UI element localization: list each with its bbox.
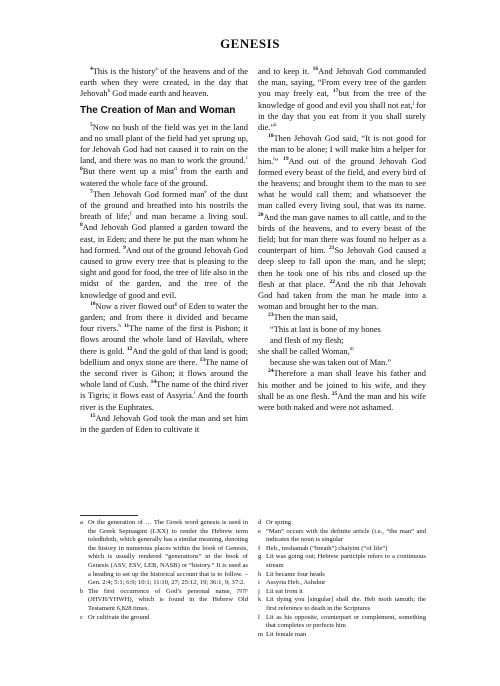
poem-line: because she was taken out of Man.” [270, 357, 392, 368]
footnote: a Or the generation of … The Greek word genesis is used in the Greek Septuagint (LXX) to render the Hebrew term toledhdoth, which generally has a similar meaning, denoting the history in numerous places within the book of Genesis, which is usually rendered “generations” in the book of Genesis (ASV, ESV, LEB, NASB) or “history.” It is used as a heading to set up the historical account that is to follow. – Gen. 2:4; 5:1; 6:9; 10:1; 11:10, 27; 25:12, 19; 36:1, 9; 37:2. [80, 519, 248, 587]
footnote: h Lit became four heads [258, 570, 325, 578]
page-title: GENESIS [220, 36, 280, 51]
section-heading: The Creation of Man and Woman [80, 104, 236, 116]
verse-23: $^{23}$Then the man said, [268, 312, 338, 323]
verse-4: $^4$This is the history$^a$ of the heavens and of the earth when they were created, in the day that Jehovah$^b$ God made earth and heaven. [80, 66, 248, 99]
verse-5-6: $^5$Now no bush of the field was yet in the land and no small plant of the field had yet sprung up, for Jehovah God had not caused it to rain on the land, and there was no man to work the ground.$^c$ $^6$But there went up a mist$^d$ from the earth and watered the whole face of the ground. [80, 121, 248, 188]
footnote: f Heb., neshamah (“breath”) chaiyim (“of life”) [258, 544, 388, 552]
footnote: b The first occurrence of God’s personal name, יהוה (JHVH/YHWH), which is found in the Hebrew Old Testament 6,828 times. [80, 587, 248, 612]
poem-line: “This at last is bone of my bones [270, 323, 381, 334]
footnote: d Or spring [258, 519, 292, 526]
footnote-divider [80, 515, 138, 516]
verse-15: $^{15}$And Jehovah God took the man and set him in the garden of Eden to cultivate it [80, 412, 248, 435]
footnote: j Lit eat from it [258, 587, 303, 595]
footnote: e “Man” occurs with the definite article (i.e., “the man” and indicates the noun is singular [258, 527, 426, 544]
poem-block [258, 324, 426, 369]
verse-18-22: $^{18}$Then Jehovah God said, “It is not good for the man to be alone; I will make him a helper for him.$^l$” $^{19}$And out of the ground Jehovah God formed every beast of the field, and every bird of the heavens; and brought them to the man to see what he would call them; and whatsoever the man called every living soul, that was its name. $^{20}$And the man gave names to all cattle, and to the birds of the heavens, and to every beast of the field; but for man there was found no helper as a counterpart of him. $^{21}$So Jehovah God caused a deep sleep to fall upon the man, and he slept; then he took one of his ribs and closed up the flesh at that place. $^{22}$And the rib that Jehovah God had taken from the man he made into a woman and brought her to the man. [258, 133, 427, 312]
poem-line: and flesh of my flesh; [270, 334, 344, 345]
footnote: l Lit as his opposite, counterpart or complement, something that completes or perfects him [258, 613, 426, 630]
poem-line: she shall be called Woman,$^m$ [258, 346, 354, 357]
footnote: i Assyria Heb., Ashshur [258, 579, 326, 587]
footnote: g Lit was going out; Hebrew participle refers to a continuous stream [258, 553, 426, 569]
footnote: c Or cultivate the ground [80, 613, 150, 621]
left-text-column [80, 66, 248, 435]
footnote: k Lit dying you [singular] shall die. Heb moth tamuth; the first reference to death in the Scriptures [258, 596, 426, 612]
verse-10-14: $^{10}$Now a river flowed out$^g$ of Eden to water the garden; and from there it divided and became four rivers.$^h$ $^{11}$The name of the first is Pishon; it flows around the whole land of Havilah, where there is gold. $^{12}$And the gold of that land is good; bdellium and onyx stone are there. $^{13}$The name of the second river is Gihon; it flows around the whole land of Cush. $^{14}$The name of the third river is Tigris; it flows east of Assyria.$^i$ And the fourth river is the Euphrates. [80, 300, 249, 412]
right-text-column [258, 66, 426, 413]
footnotes-left [80, 519, 248, 622]
footnotes-right [258, 519, 426, 639]
verse-15-16-17: and to keep it. $^{16}$And Jehovah God commanded the man, saying, “From every tree of the garden you may freely eat, $^{17}$but from the tree of the knowledge of good and evil you shall not eat,$^j$ for in the day that you eat from it you shall surely die.”$^k$ [258, 66, 426, 133]
verse-7-9: $^7$Then Jehovah God formed man$^e$ of the dust of the ground and breathed into his nostrils the breath of life;$^f$ and man became a living soul. $^8$And Jehovah God planted a garden toward the east, in Eden; and there he put the man whom he had formed. $^9$And out of the ground Jehovah God caused to grow every tree that is pleasing to the sight and good for food, the tree of life also in the midst of the garden, and the tree of the knowledge of good and evil. [80, 188, 248, 300]
footnote: m Lit female man [258, 630, 307, 638]
verse-24-25: $^{24}$Therefore a man shall leave his father and his mother and be joined to his wife, and they shall be as one flesh. $^{25}$And the man and his wife were both naked and were not ashamed. [258, 368, 427, 413]
